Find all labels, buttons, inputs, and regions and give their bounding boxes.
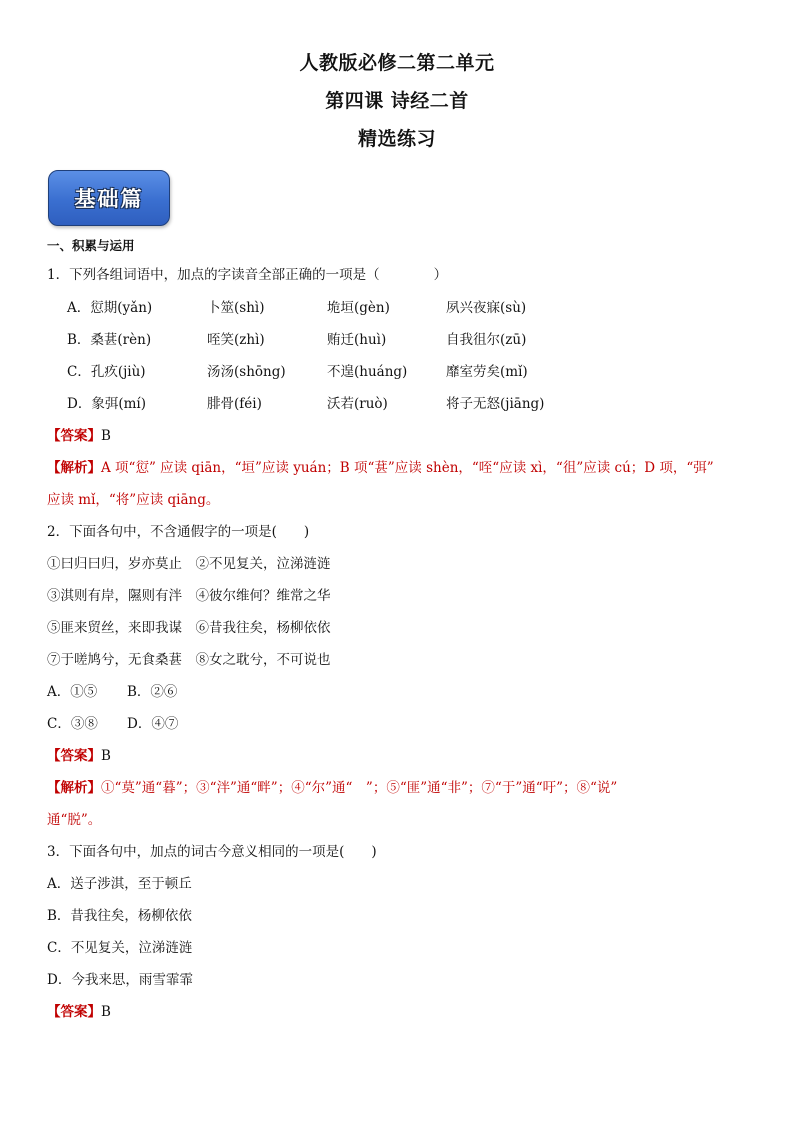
q1-stem: 1．下列各组词语中，加点的字读音全部正确的一项是（ ） (47, 267, 448, 283)
q2-sentence: ⑤匪来贸丝，来即我谋 ⑥昔我往矣，杨柳依依 (47, 620, 331, 636)
answer-value: B (101, 1004, 111, 1020)
option-cell: 卜筮(shì) (207, 300, 265, 316)
badge-label: 基础篇 (74, 187, 144, 211)
q3-option-a: A．送子涉淇，至于顿丘 (47, 876, 192, 892)
q1-option-d (47, 388, 757, 420)
option-cell: 将子无怒(jiāng) (446, 396, 545, 412)
q1-answer (47, 420, 757, 452)
title-block (0, 44, 794, 158)
q3-option-d: D．今我来思，雨雪霏霏 (47, 972, 193, 988)
basic-section-badge (48, 170, 170, 226)
option-cell: 沃若(ruò) (327, 396, 388, 412)
option-cell: 靡室劳矣(mǐ) (446, 364, 528, 380)
option-cell: 贿迁(huì) (327, 332, 387, 348)
option-cell: 汤汤(shōng) (207, 364, 286, 380)
q2-sentence: ①曰归曰归，岁亦莫止 ②不见复关，泣涕涟涟 (47, 556, 331, 572)
q1-option-a (47, 292, 757, 324)
analysis-text: 应读 mǐ，“将”应读 qiāng。 (47, 492, 220, 508)
option-cell: 自我徂尔(zū) (446, 332, 527, 348)
q2-sentence: ③淇则有岸，隰则有泮 ④彼尔维何？维常之华 (47, 588, 331, 604)
q3-option-b: B．昔我往矣，杨柳依依 (47, 908, 192, 924)
q2-answer (47, 740, 757, 772)
doc-title: 人教版必修二第二单元 (299, 52, 495, 74)
lesson-title: 第四课 诗经二首 (325, 90, 469, 112)
answer-value: B (101, 428, 111, 444)
analysis-text: 通“脱”。 (47, 812, 102, 828)
q2-choice-c: C．③⑧ (47, 716, 98, 732)
q1-option-c (47, 356, 757, 388)
q2-stem: 2．下面各句中，不含通假字的一项是( ) (47, 524, 310, 540)
option-cell: C．孔疚(jiù) (67, 364, 146, 380)
answer-label: 【答案】 (47, 428, 101, 444)
analysis-text: A 项“愆” 应读 qiān，“垣”应读 yuán；B 项“葚”应读 shèn，“咥“应读 xì，“徂”应读 cú；D 项，“弭” (101, 460, 714, 476)
q2-choice-b: B．②⑥ (127, 684, 178, 700)
q3-stem: 3．下面各句中，加点的词古今意义相同的一项是( ) (47, 844, 377, 860)
analysis-label: 【解析】 (47, 460, 101, 476)
answer-label: 【答案】 (47, 1004, 101, 1020)
section-heading: 一、积累与运用 (47, 238, 135, 253)
answer-value: B (101, 748, 111, 764)
q2-choice-d: D．④⑦ (127, 716, 179, 732)
option-cell: 腓骨(féi) (207, 396, 262, 412)
option-cell: 咥笑(zhì) (207, 332, 265, 348)
analysis-label: 【解析】 (47, 780, 101, 796)
q2-choices-row (47, 676, 757, 708)
exercise-content (47, 234, 757, 1028)
exercise-title: 精选练习 (357, 128, 436, 150)
option-cell: 不遑(huáng) (327, 364, 408, 380)
q2-sentence: ⑦于嗟鸠兮，无食桑葚 ⑧女之耽兮，不可说也 (47, 652, 331, 668)
option-cell: D．象弭(mí) (67, 396, 146, 412)
option-cell: 夙兴夜寐(sù) (446, 300, 527, 316)
q2-choices-row (47, 708, 757, 740)
q1-option-b (47, 324, 757, 356)
q3-option-c: C．不见复关，泣涕涟涟 (47, 940, 193, 956)
q2-choice-a: A．①⑤ (47, 684, 98, 700)
analysis-text: ①“莫”通“暮”；③“泮”通“畔”；④“尔”通“ ”；⑤“匪”通“非”；⑦“于”通“吁”；⑧“说” (101, 780, 618, 796)
option-cell: B．桑葚(rèn) (67, 332, 152, 348)
q2-analysis (47, 772, 757, 836)
q1-analysis (47, 452, 757, 516)
q3-answer (47, 996, 757, 1028)
answer-label: 【答案】 (47, 748, 101, 764)
option-cell: 垝垣(gèn) (327, 300, 390, 316)
option-cell: A．愆期(yǎn) (67, 300, 153, 316)
